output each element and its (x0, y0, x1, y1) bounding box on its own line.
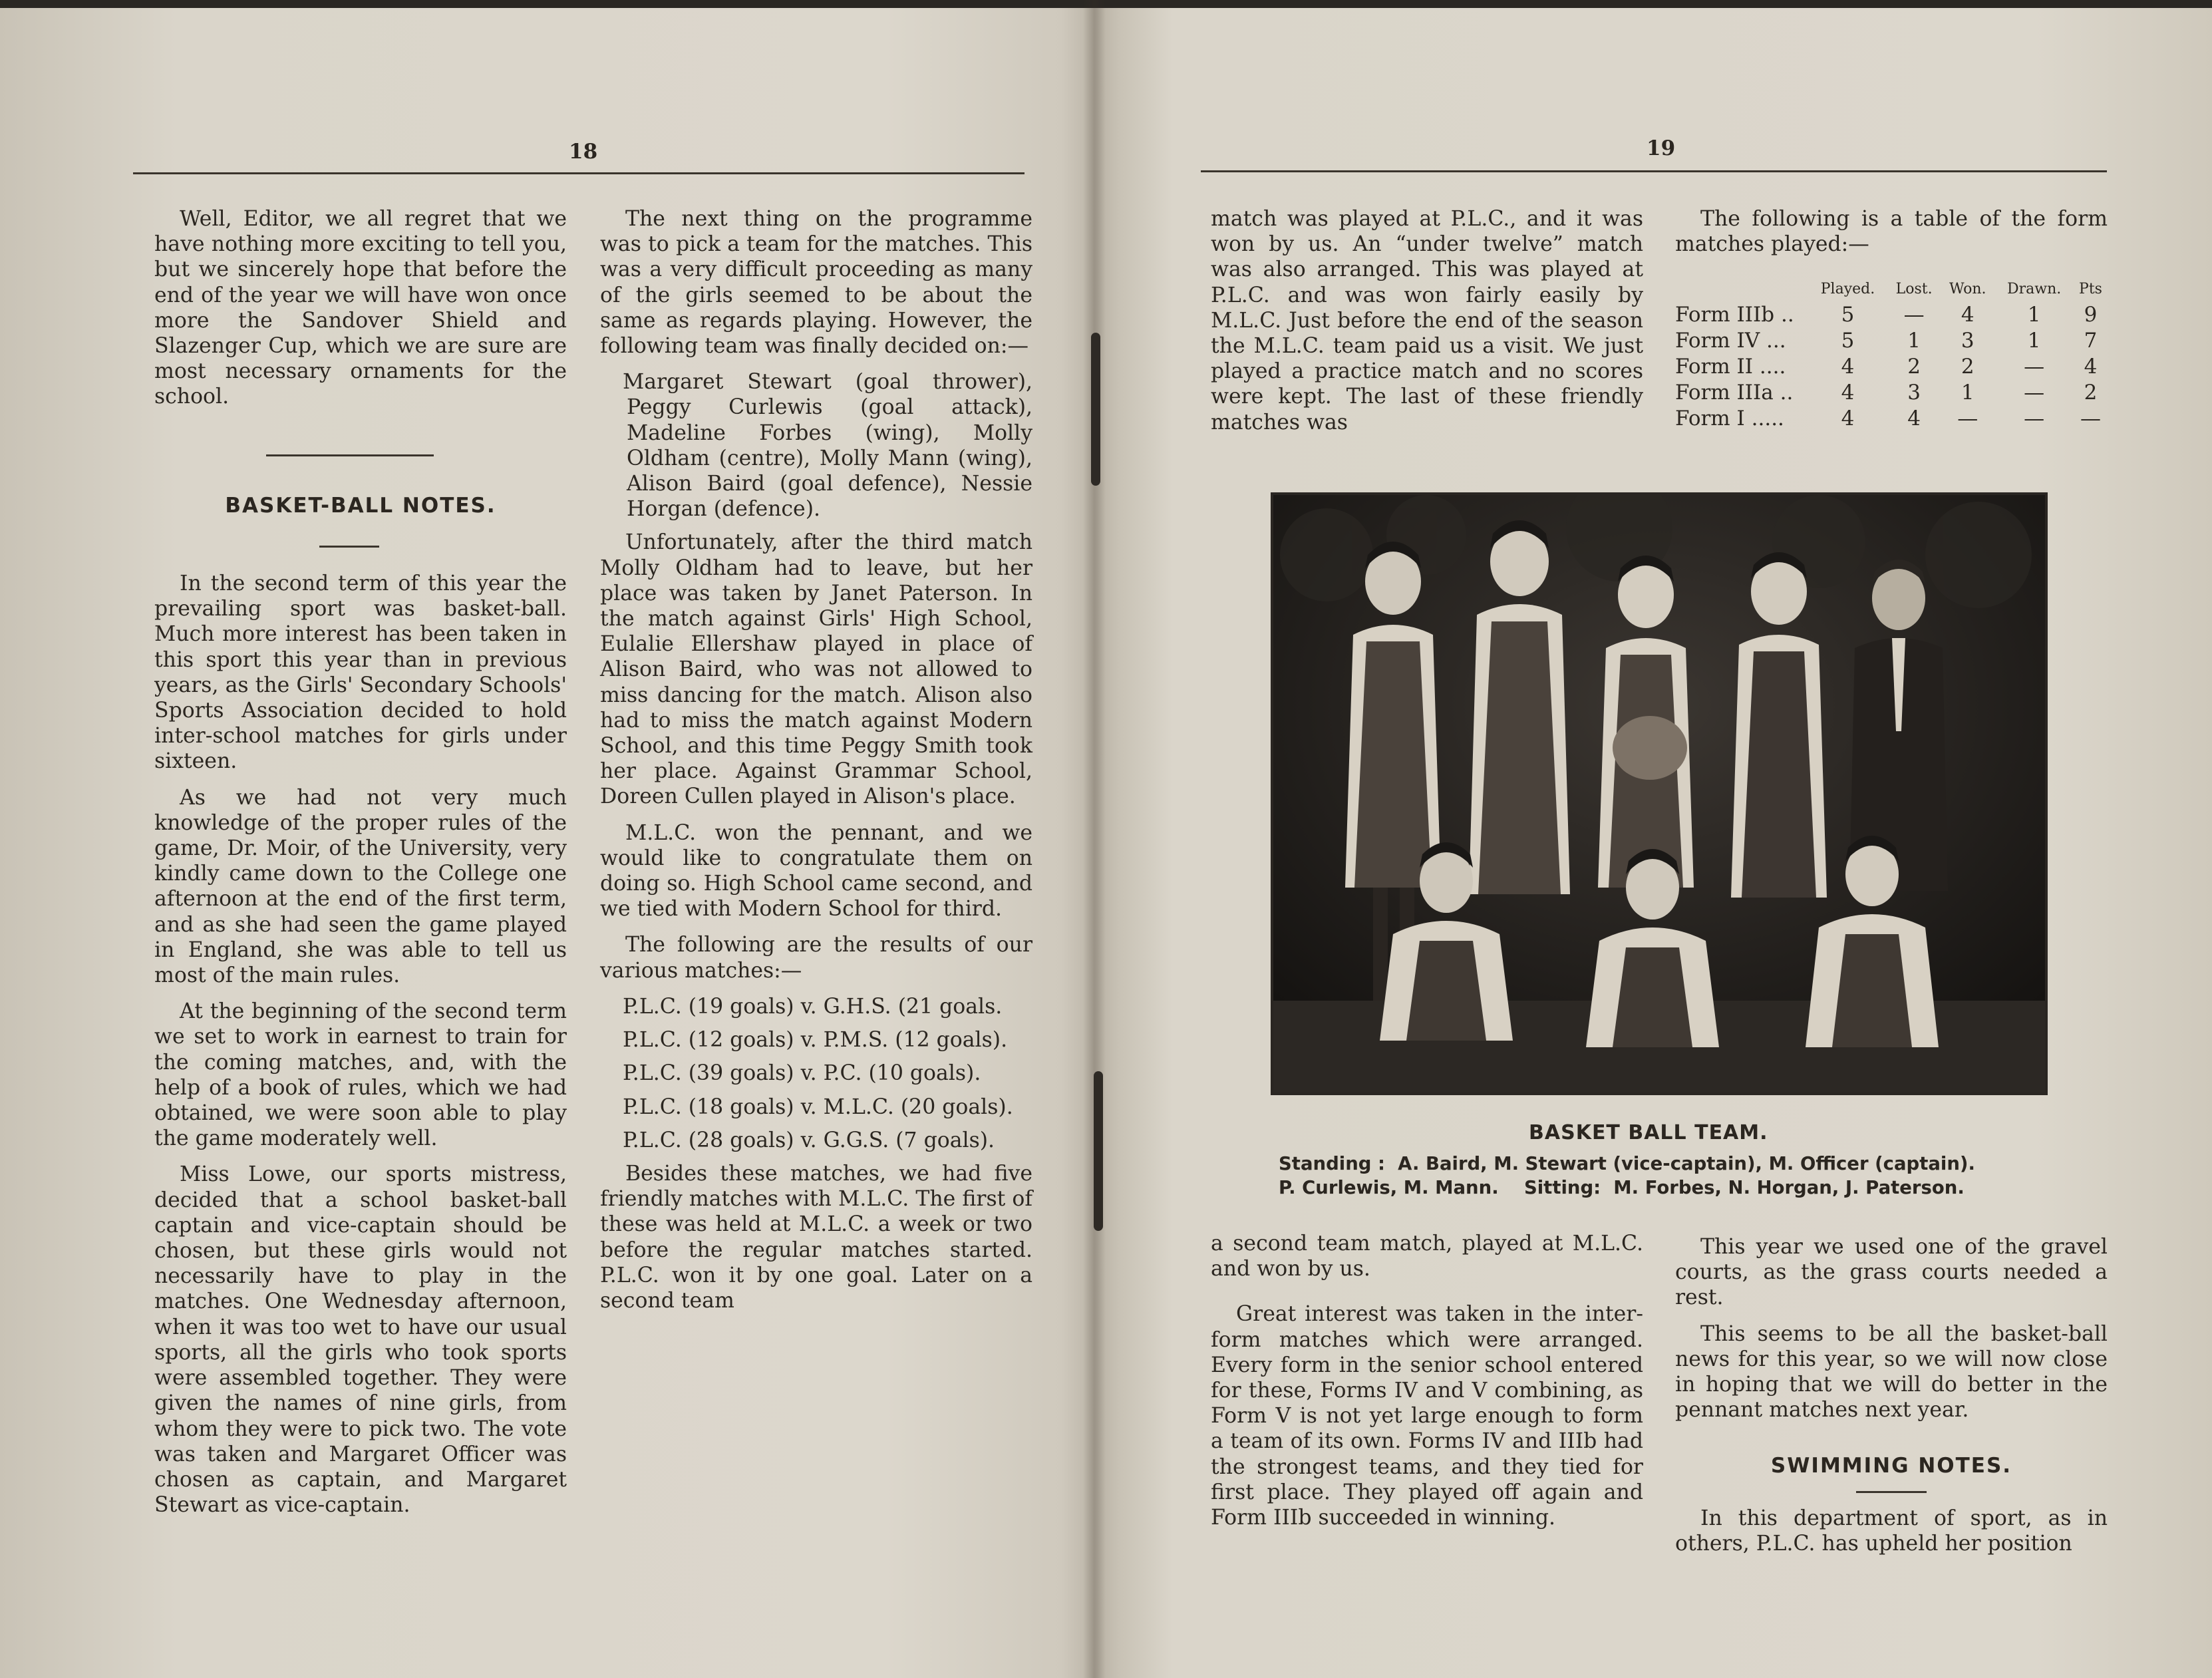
team-photograph (1271, 492, 2048, 1095)
drawn-cell: — (2024, 355, 2045, 379)
right-column-1-bottom (1211, 1231, 1643, 1541)
form-name: Form IIIa .. (1675, 381, 1794, 405)
page-number-left: 18 (569, 140, 598, 164)
table-row (1675, 379, 2108, 405)
heading-underline (1856, 1491, 1927, 1493)
drawn-cell: — (2024, 381, 2045, 405)
column-header: Pts (2079, 281, 2102, 297)
match-result: P.L.C. (39 goals) v. P.C. (10 goals). (623, 1061, 981, 1086)
left-column-1 (154, 206, 567, 420)
right-column-2-top (1675, 206, 2108, 267)
played-cell: 4 (1841, 355, 1855, 379)
left-column-2 (600, 206, 1032, 1324)
lost-cell: 1 (1907, 329, 1921, 353)
form-name: Form IIIb .. (1675, 303, 1794, 327)
column-header: Won. (1949, 281, 1986, 297)
drawn-cell: 1 (2027, 329, 2041, 353)
won-cell: 1 (1961, 381, 1975, 405)
table-row (1675, 353, 2108, 379)
lost-cell: — (1903, 303, 1925, 327)
right-column-2-end (1675, 1506, 2108, 1567)
paragraph: This year we used one of the gravel courts, as the grass courts needed a rest. (1675, 1235, 2108, 1310)
team-list: Margaret Stewart (goal thrower), Peggy Curlewis (goal attack), Madeline Forbes (wing), Molly Oldham (centre), Molly Mann (wing), Alison Baird (goal defence), Nessie Horgan (defence). (623, 370, 1032, 522)
paragraph: M.L.C. won the pennant, and we would like to congratulate them on doing so. High School came second, and we tied with Modern School for third. (600, 820, 1032, 922)
played-cell: 5 (1841, 303, 1855, 327)
heading-underline (319, 546, 379, 548)
form-name: Form IV ... (1675, 329, 1786, 353)
page-number-right: 19 (1647, 136, 1676, 160)
left-column-1-body (154, 571, 567, 1528)
paragraph: The next thing on the programme was to pick a team for the matches. This was a very difficult proceeding as many of the girls seemed to be about the same as regards playing. However, the following team was finally decided on:— (600, 207, 1032, 359)
won-cell: — (1957, 407, 1978, 430)
form-name: Form II .... (1675, 355, 1786, 379)
header-rule-left (133, 172, 1025, 174)
lost-cell: 3 (1907, 381, 1921, 405)
closing-paragraph: Well, Editor, we all regret that we have nothing more exciting to tell you, but we sincerely hope that before the end of the year we will have won once more the Sandover Shield and Slazenger Cup, which we are sure are most necessary ornaments for the school. (154, 207, 567, 409)
paragraph: Besides these matches, we had five friendly matches with M.L.C. The first of these was held at M.L.C. a week or two before the regular matches started. P.L.C. won it by one goal. Later on a second team (600, 1161, 1032, 1313)
staple-top (1091, 333, 1100, 486)
paragraph: Unfortunately, after the third match Molly Oldham had to leave, but her place was taken by Janet Paterson. In the match against Girls' High School, Eulalie Ellershaw played in place of Alison Baird, who was not allowed to miss dancing for the match. Alison also had to miss the match against Modern School, and this time Peggy Smith took her place. Against Grammar School, Doreen Cullen played in Alison's place. (600, 530, 1032, 809)
pts-cell: 9 (2084, 303, 2098, 327)
drawn-cell: — (2024, 407, 2045, 430)
paragraph: This seems to be all the basket-ball news for this year, so we will now close in hoping that we will do better in the pennant matches next year. (1675, 1321, 2108, 1423)
table-row (1675, 301, 2108, 327)
photo-caption-line-2: P. Curlewis, M. Mann. Sitting: M. Forbes, N. Horgan, J. Paterson. (1279, 1177, 1965, 1198)
won-cell: 2 (1961, 355, 1975, 379)
team-photo-illustration (1273, 495, 2045, 1092)
table-row (1675, 405, 2108, 431)
column-header: Drawn. (2007, 281, 2062, 297)
photo-caption-line-1: Standing : A. Baird, M. Stewart (vice-captain), M. Officer (captain). (1279, 1153, 1975, 1174)
pts-cell: 4 (2084, 355, 2098, 379)
paragraph: Miss Lowe, our sports mistress, decided that a school basket-ball captain and vice-captain should be chosen, but these girls would not necessarily have to play in the matches. One Wednesday afternoon, when it was too wet to have our usual sports, all the girls who took sports were assembled together. They were given the names of nine girls, from whom they were to pick two. The vote was taken and Margaret Officer was chosen as captain, and Margaret Stewart as vice-captain. (154, 1162, 567, 1518)
header-rule-right (1201, 170, 2107, 172)
right-column-2-bottom (1675, 1234, 2108, 1433)
table-intro: The following is a table of the form matches played:— (1675, 207, 2108, 257)
column-header: Lost. (1895, 281, 1933, 297)
played-cell: 4 (1841, 381, 1855, 405)
sitting-row (1380, 836, 1939, 1047)
paragraph: match was played at P.L.C., and it was won by us. An “under twelve” match was also arranged. This was played at P.L.C. and was won fairly easily by M.L.C. Just before the end of the season the M.L.C. team paid us a visit. We just played a practice match and no scores were kept. The last of these friendly matches was (1211, 207, 1643, 434)
pts-cell: — (2080, 407, 2101, 430)
paragraph: In the second term of this year the prevailing sport was basket-ball. Much more interest has been taken in this sport this year than in previous years, as the Girls' Secondary Schools' Sports Association decided to hold inter-school matches for girls under sixteen. (154, 572, 567, 774)
paragraph: The following are the results of our various matches:— (600, 933, 1032, 983)
column-header: Played. (1820, 281, 1875, 297)
lost-cell: 4 (1907, 407, 1921, 430)
played-cell: 4 (1841, 407, 1855, 430)
column-header-form (1675, 281, 1808, 301)
photo-caption-title: BASKET BALL TEAM. (1529, 1121, 1768, 1144)
section-divider (266, 454, 434, 456)
match-result: P.L.C. (18 goals) v. M.L.C. (20 goals). (623, 1094, 1013, 1119)
form-name: Form I ..... (1675, 407, 1784, 430)
won-cell: 4 (1961, 303, 1975, 327)
paragraph: a second team match, played at M.L.C. and won by us. (1211, 1232, 1643, 1281)
drawn-cell: 1 (2027, 303, 2041, 327)
pts-cell: 2 (2084, 381, 2098, 405)
paragraph: At the beginning of the second term we set to work in earnest to train for the coming matches, and, with the help of a book of rules, which we had obtained, we were soon able to play the game moderately well. (154, 999, 567, 1151)
match-result: P.L.C. (28 goals) v. G.G.S. (7 goals). (623, 1128, 995, 1152)
form-matches-table (1675, 281, 2108, 431)
lost-cell: 2 (1907, 355, 1921, 379)
played-cell: 5 (1841, 329, 1855, 353)
gutter-fold (1083, 0, 1106, 1678)
table-row (1675, 327, 2108, 353)
paragraph: Great interest was taken in the inter-form matches which were arranged. Every form in the senior school entered for these, Forms IV and V combining, as Form V is not yet large enough to form a team of its own. Forms IV and IIIb had the strongest teams, and they tied for first place. They played off again and Form IIIb succeeded in winning. (1211, 1302, 1643, 1530)
swimming-heading: SWIMMING NOTES. (1770, 1454, 2012, 1478)
table-header-row (1675, 281, 2108, 301)
top-edge (0, 0, 2212, 8)
won-cell: 3 (1961, 329, 1975, 353)
basketball-heading: BASKET-BALL NOTES. (225, 494, 496, 518)
paragraph: In this department of sport, as in others, P.L.C. has upheld her position (1675, 1506, 2108, 1556)
right-column-1-top (1211, 206, 1643, 446)
staple-bottom (1094, 1071, 1103, 1231)
match-result: P.L.C. (19 goals) v. G.H.S. (21 goals. (623, 994, 1003, 1019)
pts-cell: 7 (2084, 329, 2098, 353)
match-result: P.L.C. (12 goals) v. P.M.S. (12 goals). (623, 1028, 1008, 1053)
paragraph: As we had not very much knowledge of the proper rules of the game, Dr. Moir, of the University, very kindly came down to the College one afternoon at the end of the first term, and as she had seen the game played in England, she was able to tell us most of the main rules. (154, 785, 567, 988)
